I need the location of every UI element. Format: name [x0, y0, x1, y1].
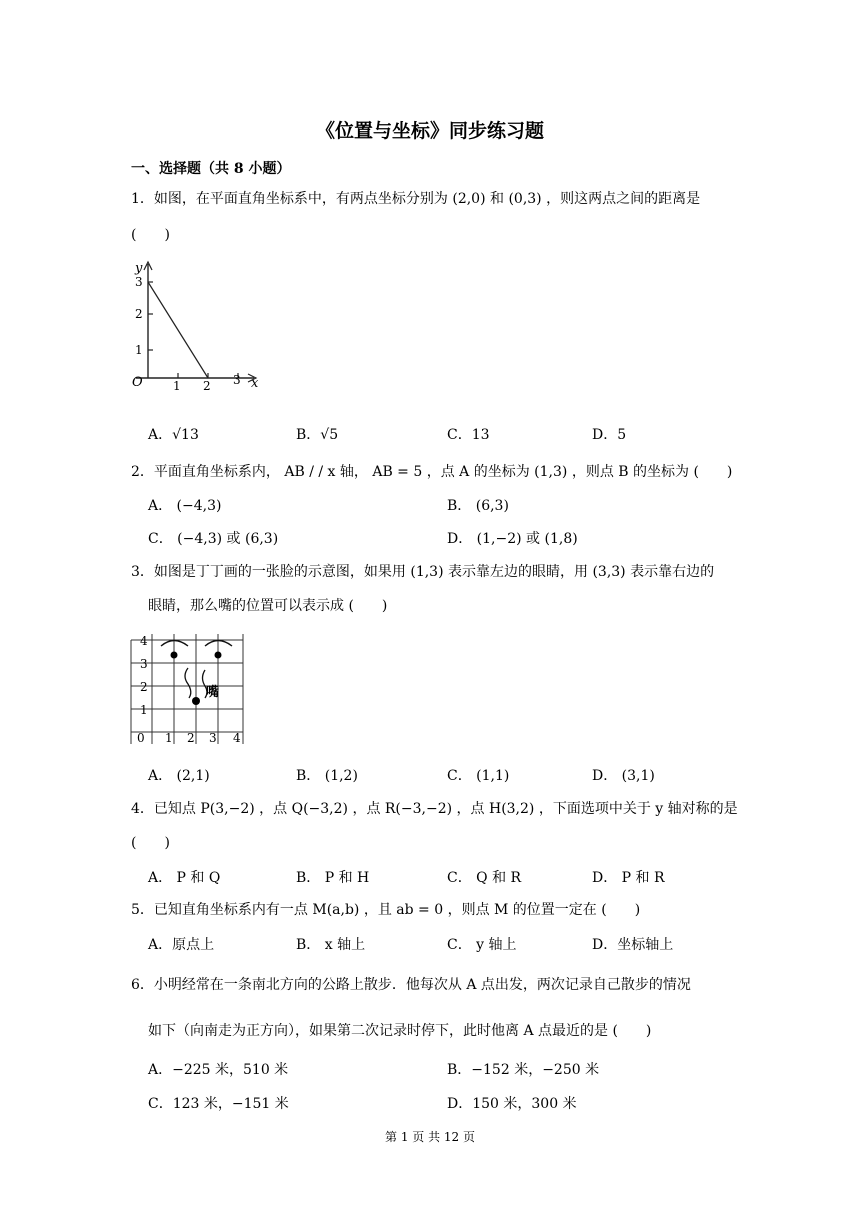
question-3-face-grid-figure	[128, 632, 248, 746]
origin-label: O	[132, 375, 143, 390]
y-tick-label-3: 3	[140, 657, 148, 671]
mouth-label: 嘴	[206, 685, 220, 700]
q6-option-c: C．123 米，−151 米	[148, 1096, 289, 1112]
y-tick-label-1: 1	[140, 703, 148, 717]
left-eye-dot	[171, 652, 178, 659]
y-tick-label-3: 3	[135, 275, 143, 289]
y-axis-label: y	[135, 261, 143, 276]
x-tick-label-2: 2	[203, 379, 211, 393]
y-tick-label-4: 4	[140, 634, 148, 648]
question-3-stem-line1: 3．如图是丁丁画的一张脸的示意图，如果用 (1,3) 表示靠左边的眼睛，用 (3,3) 表示靠右边的	[131, 564, 715, 580]
x-tick-label-1: 1	[173, 379, 181, 393]
q2-option-c: C． (−4,3) 或 (6,3)	[148, 531, 279, 547]
q6-option-a: A．−225 米，510 米	[148, 1062, 289, 1078]
q2-option-b: B． (6,3)	[447, 498, 509, 514]
q4-option-d: D． P 和 R	[592, 870, 665, 886]
question-6-stem-line1: 6．小明经常在一条南北方向的公路上散步．他每次从 A 点出发，两次记录自己散步的情况	[131, 977, 691, 993]
q2-option-d: D． (1,−2) 或 (1,8)	[447, 531, 578, 547]
question-4-stem-line2: ( )	[131, 835, 170, 851]
q5-option-d: D．坐标轴上	[592, 937, 674, 953]
q3-option-c: C． (1,1)	[447, 768, 510, 784]
right-eye-dot	[215, 652, 222, 659]
q6-option-b: B．−152 米，−250 米	[447, 1062, 600, 1078]
q1-option-d: D．5	[592, 427, 627, 443]
nose-left	[185, 668, 191, 698]
question-6-stem-line2: 如下（向南走为正方向），如果第二次记录时停下，此时他离 A 点最近的是 ( )	[148, 1023, 652, 1039]
grid-lines	[131, 634, 243, 744]
y-tick-label-2: 2	[140, 680, 148, 694]
q6-option-d: D．150 米，300 米	[447, 1096, 577, 1112]
page-title: 《位置与坐标》同步练习题	[315, 120, 544, 142]
page-footer: 第 1 页 共 12 页	[385, 1130, 475, 1144]
q5-option-c: C． y 轴上	[447, 937, 517, 953]
segment-between-points	[148, 282, 208, 378]
q3-option-b: B． (1,2)	[296, 768, 358, 784]
question-1-stem-line1: 1．如图，在平面直角坐标系中，有两点坐标分别为 (2,0) 和 (0,3) ，则这两点之间的距离是	[131, 191, 701, 207]
q4-option-c: C． Q 和 R	[447, 870, 522, 886]
question-1-stem-line2: ( )	[131, 227, 170, 243]
x-tick-label-2: 2	[187, 731, 195, 745]
x-tick-label-3: 3	[209, 731, 217, 745]
x-tick-label-4: 4	[233, 731, 241, 745]
question-4-stem-line1: 4．已知点 P(3,−2) ，点 Q(−3,2) ，点 R(−3,−2) ，点 H(3,2) ，下面选项中关于 y 轴对称的是	[131, 801, 738, 817]
mouth-dot	[192, 697, 200, 705]
question-5-stem: 5．已知直角坐标系内有一点 M(a,b) ，且 ab = 0 ，则点 M 的位置一定在 ( )	[131, 902, 641, 918]
q5-option-b: B． x 轴上	[296, 937, 366, 953]
question-1-coordinate-figure	[126, 256, 266, 394]
q3-option-d: D． (3,1)	[592, 768, 655, 784]
x-tick-label-3: 3	[233, 373, 241, 387]
y-tick-label-2: 2	[135, 307, 143, 321]
q4-option-b: B． P 和 H	[296, 870, 370, 886]
question-3-stem-line2: 眼睛，那么嘴的位置可以表示成 ( )	[148, 598, 388, 614]
y-tick-label-1: 1	[135, 343, 143, 357]
x-tick-label-0: 0	[137, 731, 145, 745]
q1-option-b: B．√5	[296, 427, 339, 443]
q5-option-a: A．原点上	[148, 937, 215, 953]
q1-option-c: C．13	[447, 427, 490, 443]
q1-option-a: A．√13	[148, 427, 199, 443]
q2-option-a: A． (−4,3)	[148, 498, 222, 514]
x-axis-label: x	[251, 376, 259, 391]
x-tick-label-1: 1	[165, 731, 173, 745]
question-2-stem: 2．平面直角坐标系内， AB / / x 轴， AB = 5 ，点 A 的坐标为 (1,3) ，则点 B 的坐标为 ( )	[131, 464, 733, 480]
section-heading: 一、选择题（共 8 小题）	[131, 161, 291, 177]
q4-option-a: A． P 和 Q	[148, 870, 221, 886]
q3-option-a: A． (2,1)	[148, 768, 210, 784]
